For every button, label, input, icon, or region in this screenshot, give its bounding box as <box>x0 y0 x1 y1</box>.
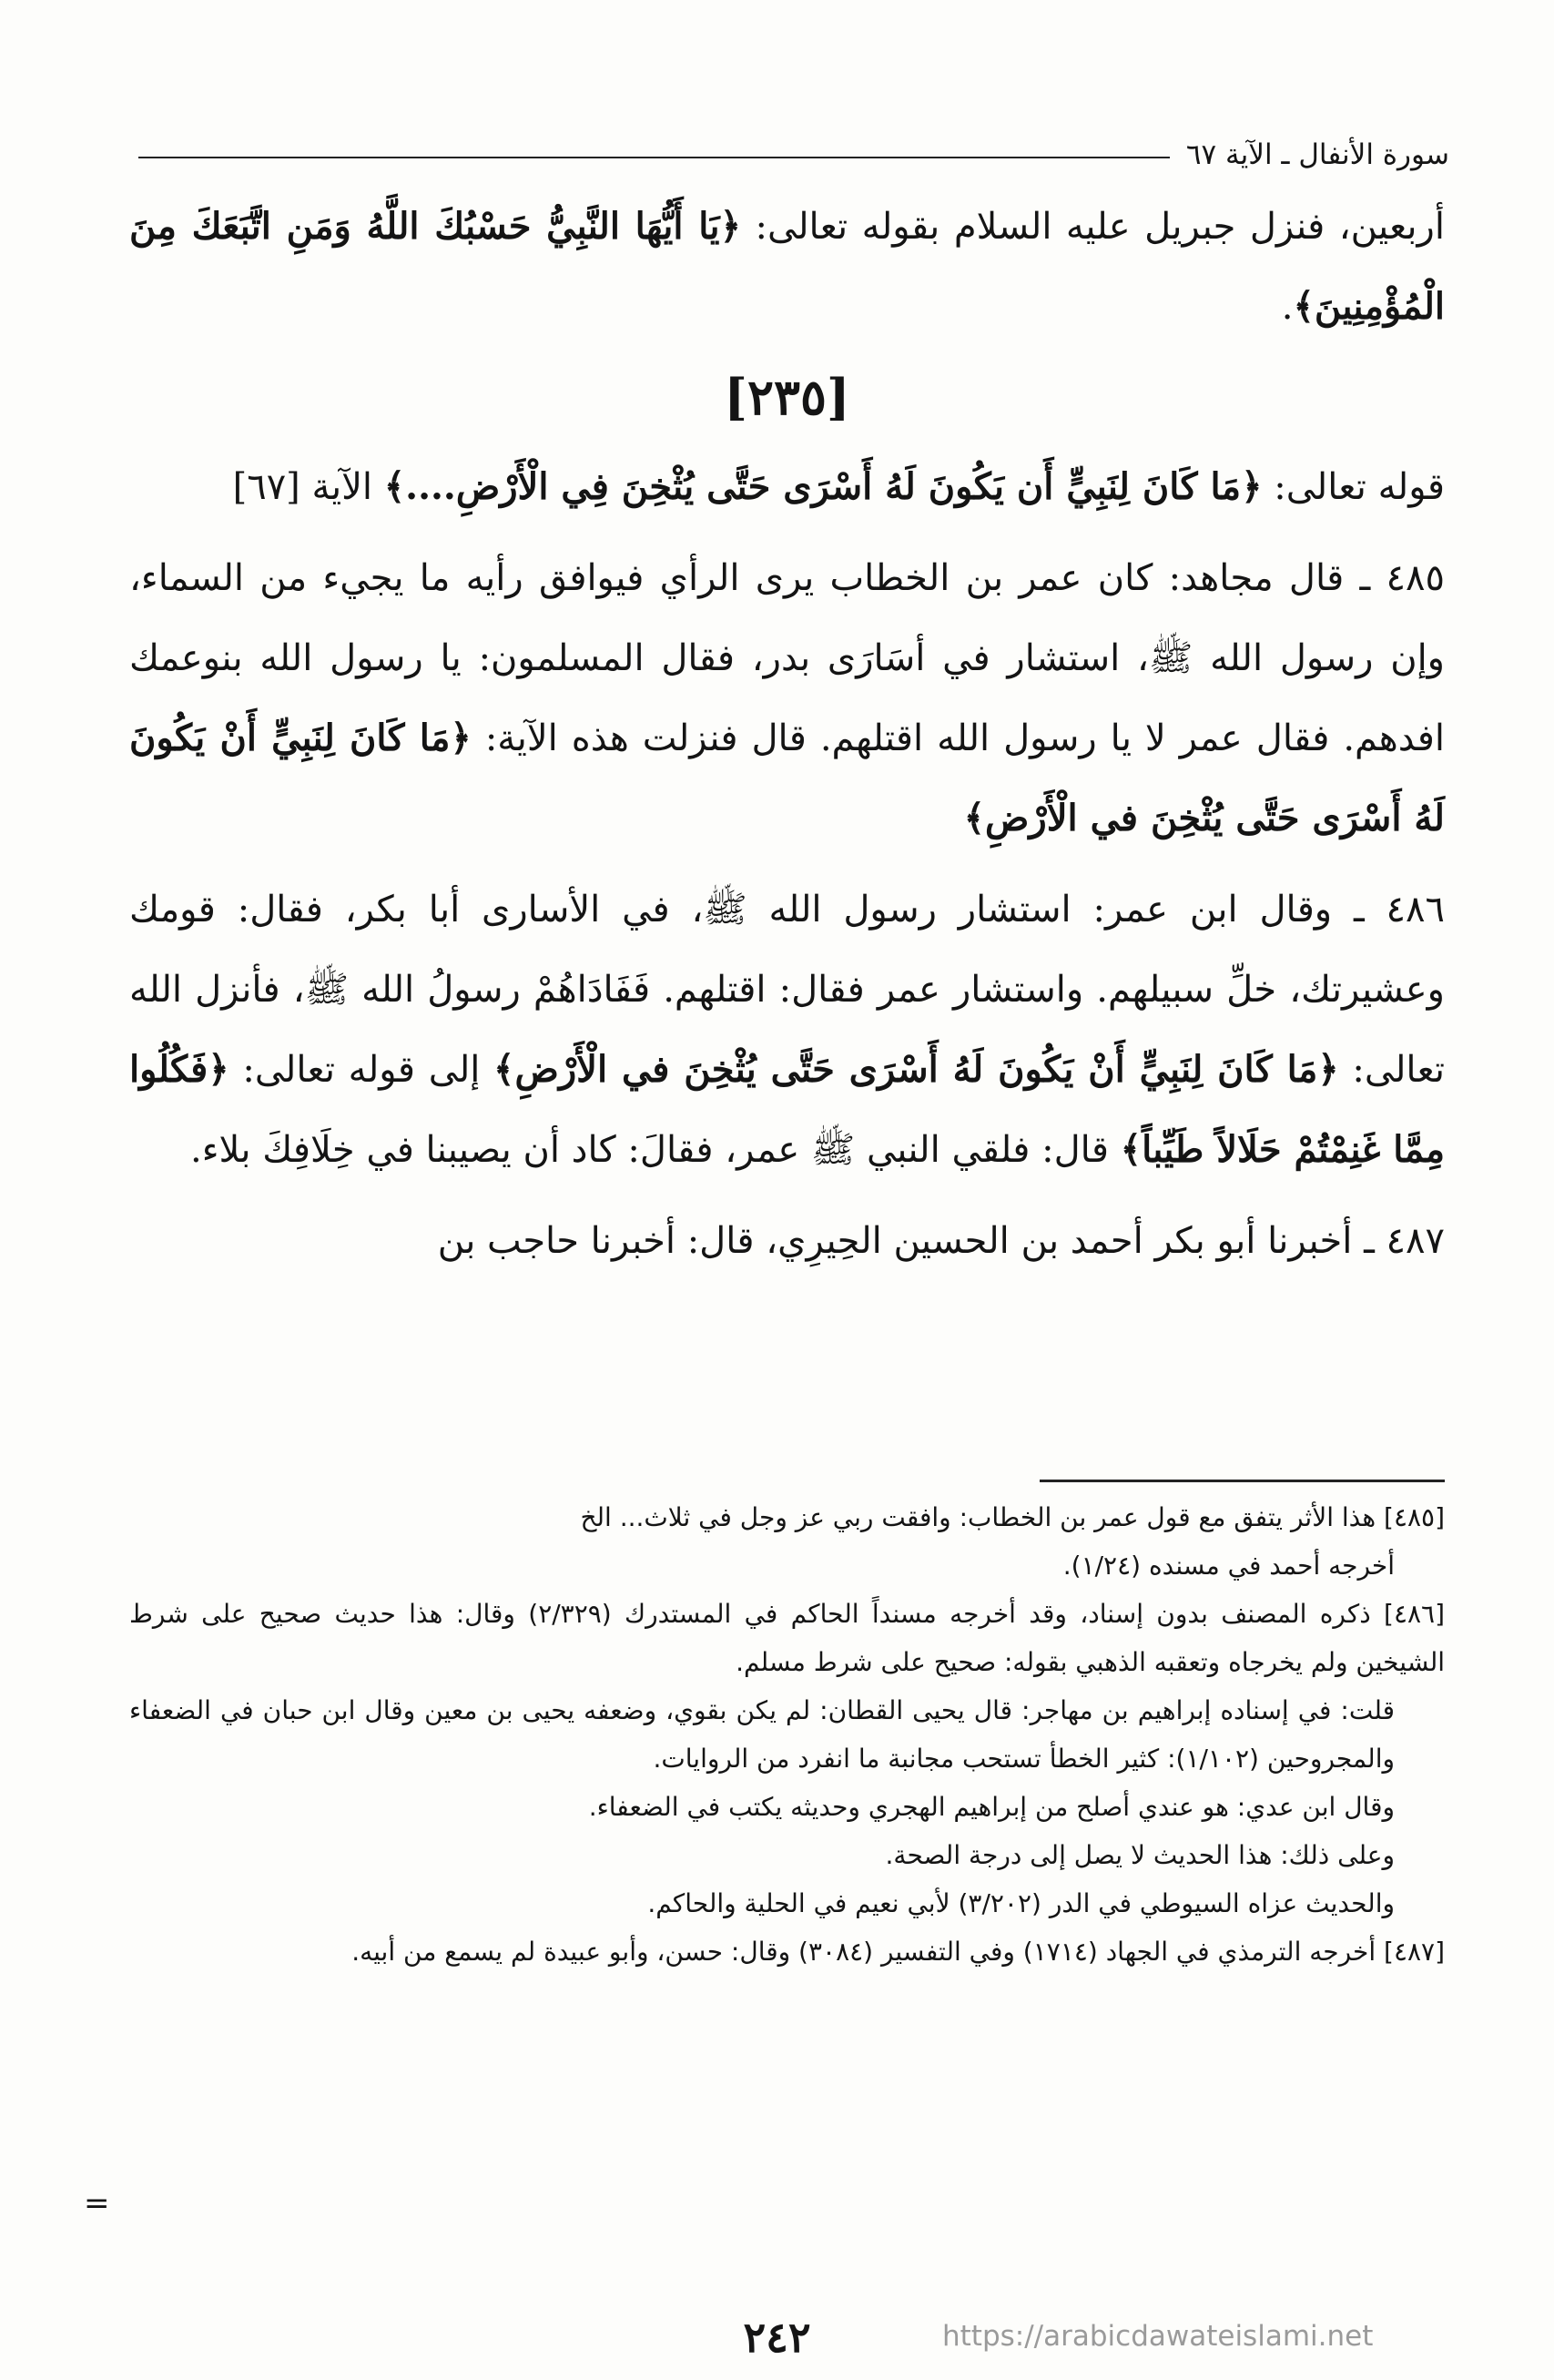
intro-end: . <box>1281 286 1294 328</box>
intro-text: أربعين، فنزل جبريل عليه السلام بقوله تعالى: <box>755 206 1445 248</box>
verse-prefix: قوله تعالى: <box>1274 466 1445 508</box>
footnote-line: قلت: في إسناده إبراهيم بن مهاجر: قال يحيى القطان: لم يكن بقوي، وضعفه يحيى بن معين وقال ابن حبان في الضعفاء والمجروحين (١/١٠٢): كثير الخطأ تستحب مجانبة ما انفرد من الروايات. <box>129 1695 1395 1774</box>
footnotes <box>129 1493 1445 1976</box>
hadith-486-quran-1: ﴿مَا كَانَ لِنَبِيٍّ أَنْ يَكُونَ لَهُ أَسْرَى حَتَّى يُثْخِنَ في الْأَرْضِ﴾ <box>493 1048 1339 1091</box>
running-header <box>138 127 1449 173</box>
verse-paragraph <box>129 447 1445 527</box>
hadith-485 <box>129 538 1445 859</box>
hadith-486 <box>129 870 1445 1190</box>
margin-mark: = <box>84 2185 110 2222</box>
footnote-rule <box>1040 1480 1445 1482</box>
hadith-485-text: ٤٨٥ ـ قال مجاهد: كان عمر بن الخطاب يرى الرأي فيوافق رأيه ما يجيء من السماء، وإن رسول الله ﷺ، استشار في أسَارَى بدر، فقال المسلمون: يا رسول الله بنوعمك افدهم. فقال عمر لا يا رسول الله اقتلهم. قال فنزلت هذه الآية: <box>129 557 1445 759</box>
hadith-486-text-1: ٤٨٦ ـ وقال ابن عمر: استشار رسول الله ﷺ، في الأسارى أبا بكر، فقال: قومك وعشيرتك، خلِّ سبيلهم. واستشار عمر فقال: اقتلهم. فَفَادَاهُمْ رسولُ الله ﷺ، فأنزل الله تعالى: <box>129 889 1445 1091</box>
hadith-486-text-3: قال: فلقي النبي ﷺ عمر، فقالَ: كاد أن يصيبنا في خِلَافِكَ بلاء. <box>189 1129 1109 1171</box>
verse-suffix: الآية [٦٧] <box>232 466 372 508</box>
intro-paragraph <box>129 187 1445 347</box>
hadith-486-quran-2: ﴿فَكُلُوا مِمَّا غَنِمْتُمْ حَلَالاً طَيِّباً﴾ <box>129 1048 1445 1171</box>
footnote-line: [٤٨٦] ذكره المصنف بدون إسناد، وقد أخرجه مسنداً الحاكم في المستدرك (٢/٣٢٩) وقال: هذا حديث صحيح على شرط الشيخين ولم يخرجاه وتعقبه الذهبي بقوله: صحيح على شرط مسلم. <box>129 1599 1445 1677</box>
running-title: سورة الأنفال ـ الآية ٦٧ <box>1185 138 1449 171</box>
footnote-line: وعلى ذلك: هذا الحديث لا يصل إلى درجة الصحة. <box>885 1840 1395 1870</box>
footnote-line: والحديث عزاه السيوطي في الدر (٣/٢٠٢) لأبي نعيم في الحلية والحاكم. <box>647 1888 1395 1918</box>
footnote-line: أخرجه أحمد في مسنده (١/٢٤). <box>1062 1551 1395 1581</box>
hadith-485-quran: ﴿مَا كَانَ لِنَبِيٍّ أَنْ يَكُونَ لَهُ أَسْرَى حَتَّى يُثْخِنَ في الْأَرْضِ﴾ <box>129 717 1445 839</box>
page-number: ٢٤٢ <box>743 2313 811 2362</box>
hadith-486-text-2: إلى قوله تعالى: <box>242 1049 481 1091</box>
section-number: [٢٣٥] <box>724 368 850 426</box>
header-rule <box>138 157 1170 158</box>
footnote-line: [٤٨٥] هذا الأثر يتفق مع قول عمر بن الخطاب: وافقت ربي عز وجل في ثلاث... الخ <box>580 1502 1445 1532</box>
verse-quran: ﴿مَا كَانَ لِنَبِيٍّ أَن يَكُونَ لَهُ أَسْرَى حَتَّى يُثْخِنَ فِي الْأَرْضِ....﴾ <box>383 465 1263 508</box>
hadith-487 <box>129 1201 1445 1281</box>
watermark-url[interactable]: https://arabicdawateislami.net <box>942 2320 1374 2353</box>
footnote-line: [٤٨٧] أخرجه الترمذي في الجهاد (١٧١٤) وفي التفسير (٣٠٨٤) وقال: حسن، وأبو عبيدة لم يسمع من أبيه. <box>351 1937 1445 1967</box>
footnote-line: وقال ابن عدي: هو عندي أصلح من إبراهيم الهجري وحديثه يكتب في الضعفاء. <box>588 1792 1395 1822</box>
hadith-487-text: ٤٨٧ ـ أخبرنا أبو بكر أحمد بن الحسين الحِيرِي، قال: أخبرنا حاجب بن <box>437 1220 1445 1262</box>
intro-quran: ﴿يَا أَيُّهَا النَّبِيُّ حَسْبُكَ اللَّهُ وَمَنِ اتَّبَعَكَ مِنَ الْمُؤْمِنِينَ﴾ <box>129 205 1445 328</box>
main-text <box>129 187 1445 1281</box>
